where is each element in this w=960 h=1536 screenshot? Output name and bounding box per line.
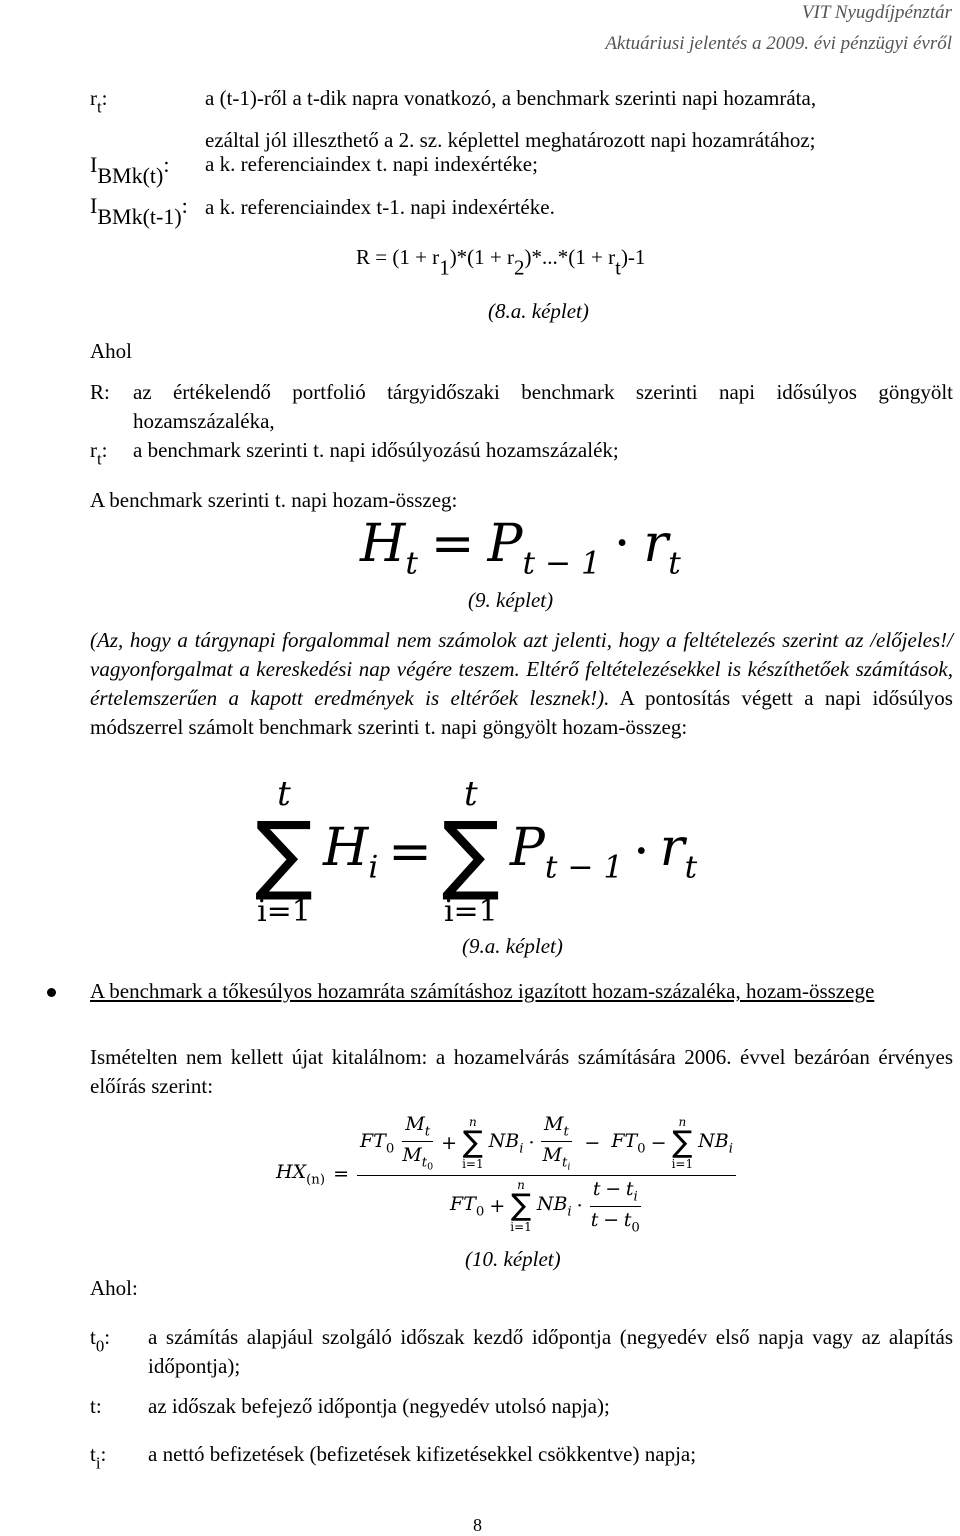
def-symbol-ibmkt: IBMk(t): <box>90 152 170 188</box>
formula-9a-label: (9.a. képlet) <box>462 934 563 958</box>
bullet-dot <box>47 988 56 997</box>
ahol-label-1: Ahol <box>90 339 132 363</box>
paragraph-2: Ismételten nem kellett újat kitalálnom: a hozamelvárás számítására 2006. évvel bezáróan érvényes előírás szerint: <box>90 1045 953 1098</box>
def-symbol-ti: $t_i$: <box>90 1442 107 1473</box>
page-number: 8 <box>473 1515 482 1535</box>
def-text-ibmkt: a k. referenciaindex t. napi indexértéke; <box>205 152 538 176</box>
formula-10-label: (10. képlet) <box>465 1247 561 1271</box>
def-symbol-rt: $r_t$: <box>90 86 108 117</box>
def-text-ibmkt1: a k. referenciaindex t-1. napi indexértéke. <box>205 195 555 219</box>
header-report: Aktuáriusi jelentés a 2009. évi pénzügyi évről <box>605 33 952 54</box>
note-paragraph <box>90 626 953 742</box>
def-symbol-t: t: <box>90 1394 102 1418</box>
sum-2: t ∑ i=1 <box>441 774 500 929</box>
def-symbol-R: R: <box>90 380 110 404</box>
intro-9: A benchmark szerinti t. napi hozam-összeg: <box>90 488 458 512</box>
formula-10: $HX_{(n)}$ = $FT_0$ $\frac{M_t}{M_{t0}}$ + n ∑ i=1 $NB_i$ · $\frac{M_t}{M_{ti}}$ − $FT_0$ − n ∑ i=1 $NB_i$ $FT_0$ + n ∑ i=1 $NB_i$ · $\frac{t - t_i}{t - t_0}$ <box>276 1108 736 1240</box>
def-text-rt: a (t-1)-ről a t-dik napra vonatkozó, a benchmark szerinti napi hozamráta, <box>205 86 817 110</box>
def-symbol-ibmkt1: IBMk(t-1): <box>90 193 188 229</box>
main-fraction: $FT_0$ $\frac{M_t}{M_{t0}}$ + n ∑ i=1 $NB_i$ · $\frac{M_t}{M_{ti}}$ − $FT_0$ − n ∑ i=1 $NB_i$ $FT_0$ + n ∑ i=1 $NB_i$ · $\frac{t - t_i}{t - t_0}$ <box>357 1113 736 1235</box>
formula-9a: t ∑ i=1 $H_i$ = t ∑ i=1 $P_{t - 1}$ · $r_t$ <box>255 774 698 929</box>
def-symbol-t0: $t_0$: <box>90 1325 111 1356</box>
def-text-t0: a számítás alapjául szolgáló időszak kezdő időpontja (negyedév első napja vagy az alapítás időpontja); <box>148 1325 953 1378</box>
formula-9: $H_t = P_{t - 1} \cdot r_t$ <box>360 514 681 582</box>
def-text-rt-2: a benchmark szerinti t. napi idősúlyozású hozamszázalék; <box>133 438 619 462</box>
formula-9-label: (9. képlet) <box>468 588 554 612</box>
ahol-label-2: Ahol: <box>90 1276 138 1300</box>
note-normal: A pontosítás végett a napi idősúlyos módszerrel számolt benchmark szerinti t. napi göngyölt hozam-összeg: <box>90 686 953 739</box>
formula-8a-label: (8.a. képlet) <box>488 299 589 323</box>
bullet-heading: A benchmark a tőkesúlyos hozamráta számításhoz igazított hozam-százaléka, hozam-összege <box>90 979 875 1003</box>
def-text-ti: a nettó befizetések (befizetések kifizetésekkel csökkentve) napja; <box>148 1442 697 1466</box>
sum-1: t ∑ i=1 <box>255 774 313 929</box>
note-italic: (Az, hogy a tárgynapi forgalommal nem számolok azt jelenti, hogy a feltételezés szerint az /előjeles!/ vagyonforgalmat a kereskedési nap végére teszem. Eltérő feltételezésekkel is készíthetőek számítások, értelemszerűen a kapott eredmények is eltérőek lesznek!). <box>90 628 953 710</box>
def-text-rt-cont: ezáltal jól illeszthető a 2. sz. képlettel meghatározott napi hozamrátához; <box>205 128 816 152</box>
header-org: VIT Nyugdíjpénztár <box>801 2 952 23</box>
formula-8a: R = (1 + r1)*(1 + r2)*...*(1 + rt)-1 <box>356 245 646 280</box>
def-symbol-rt-2: $r_t$: <box>90 438 108 469</box>
def-text-R: az értékelendő portfolió tárgyidőszaki benchmark szerinti napi idősúlyos göngyölt hozamszázaléka, <box>133 380 953 433</box>
def-text-t: az időszak befejező időpontja (negyedév utolsó napja); <box>148 1394 610 1418</box>
